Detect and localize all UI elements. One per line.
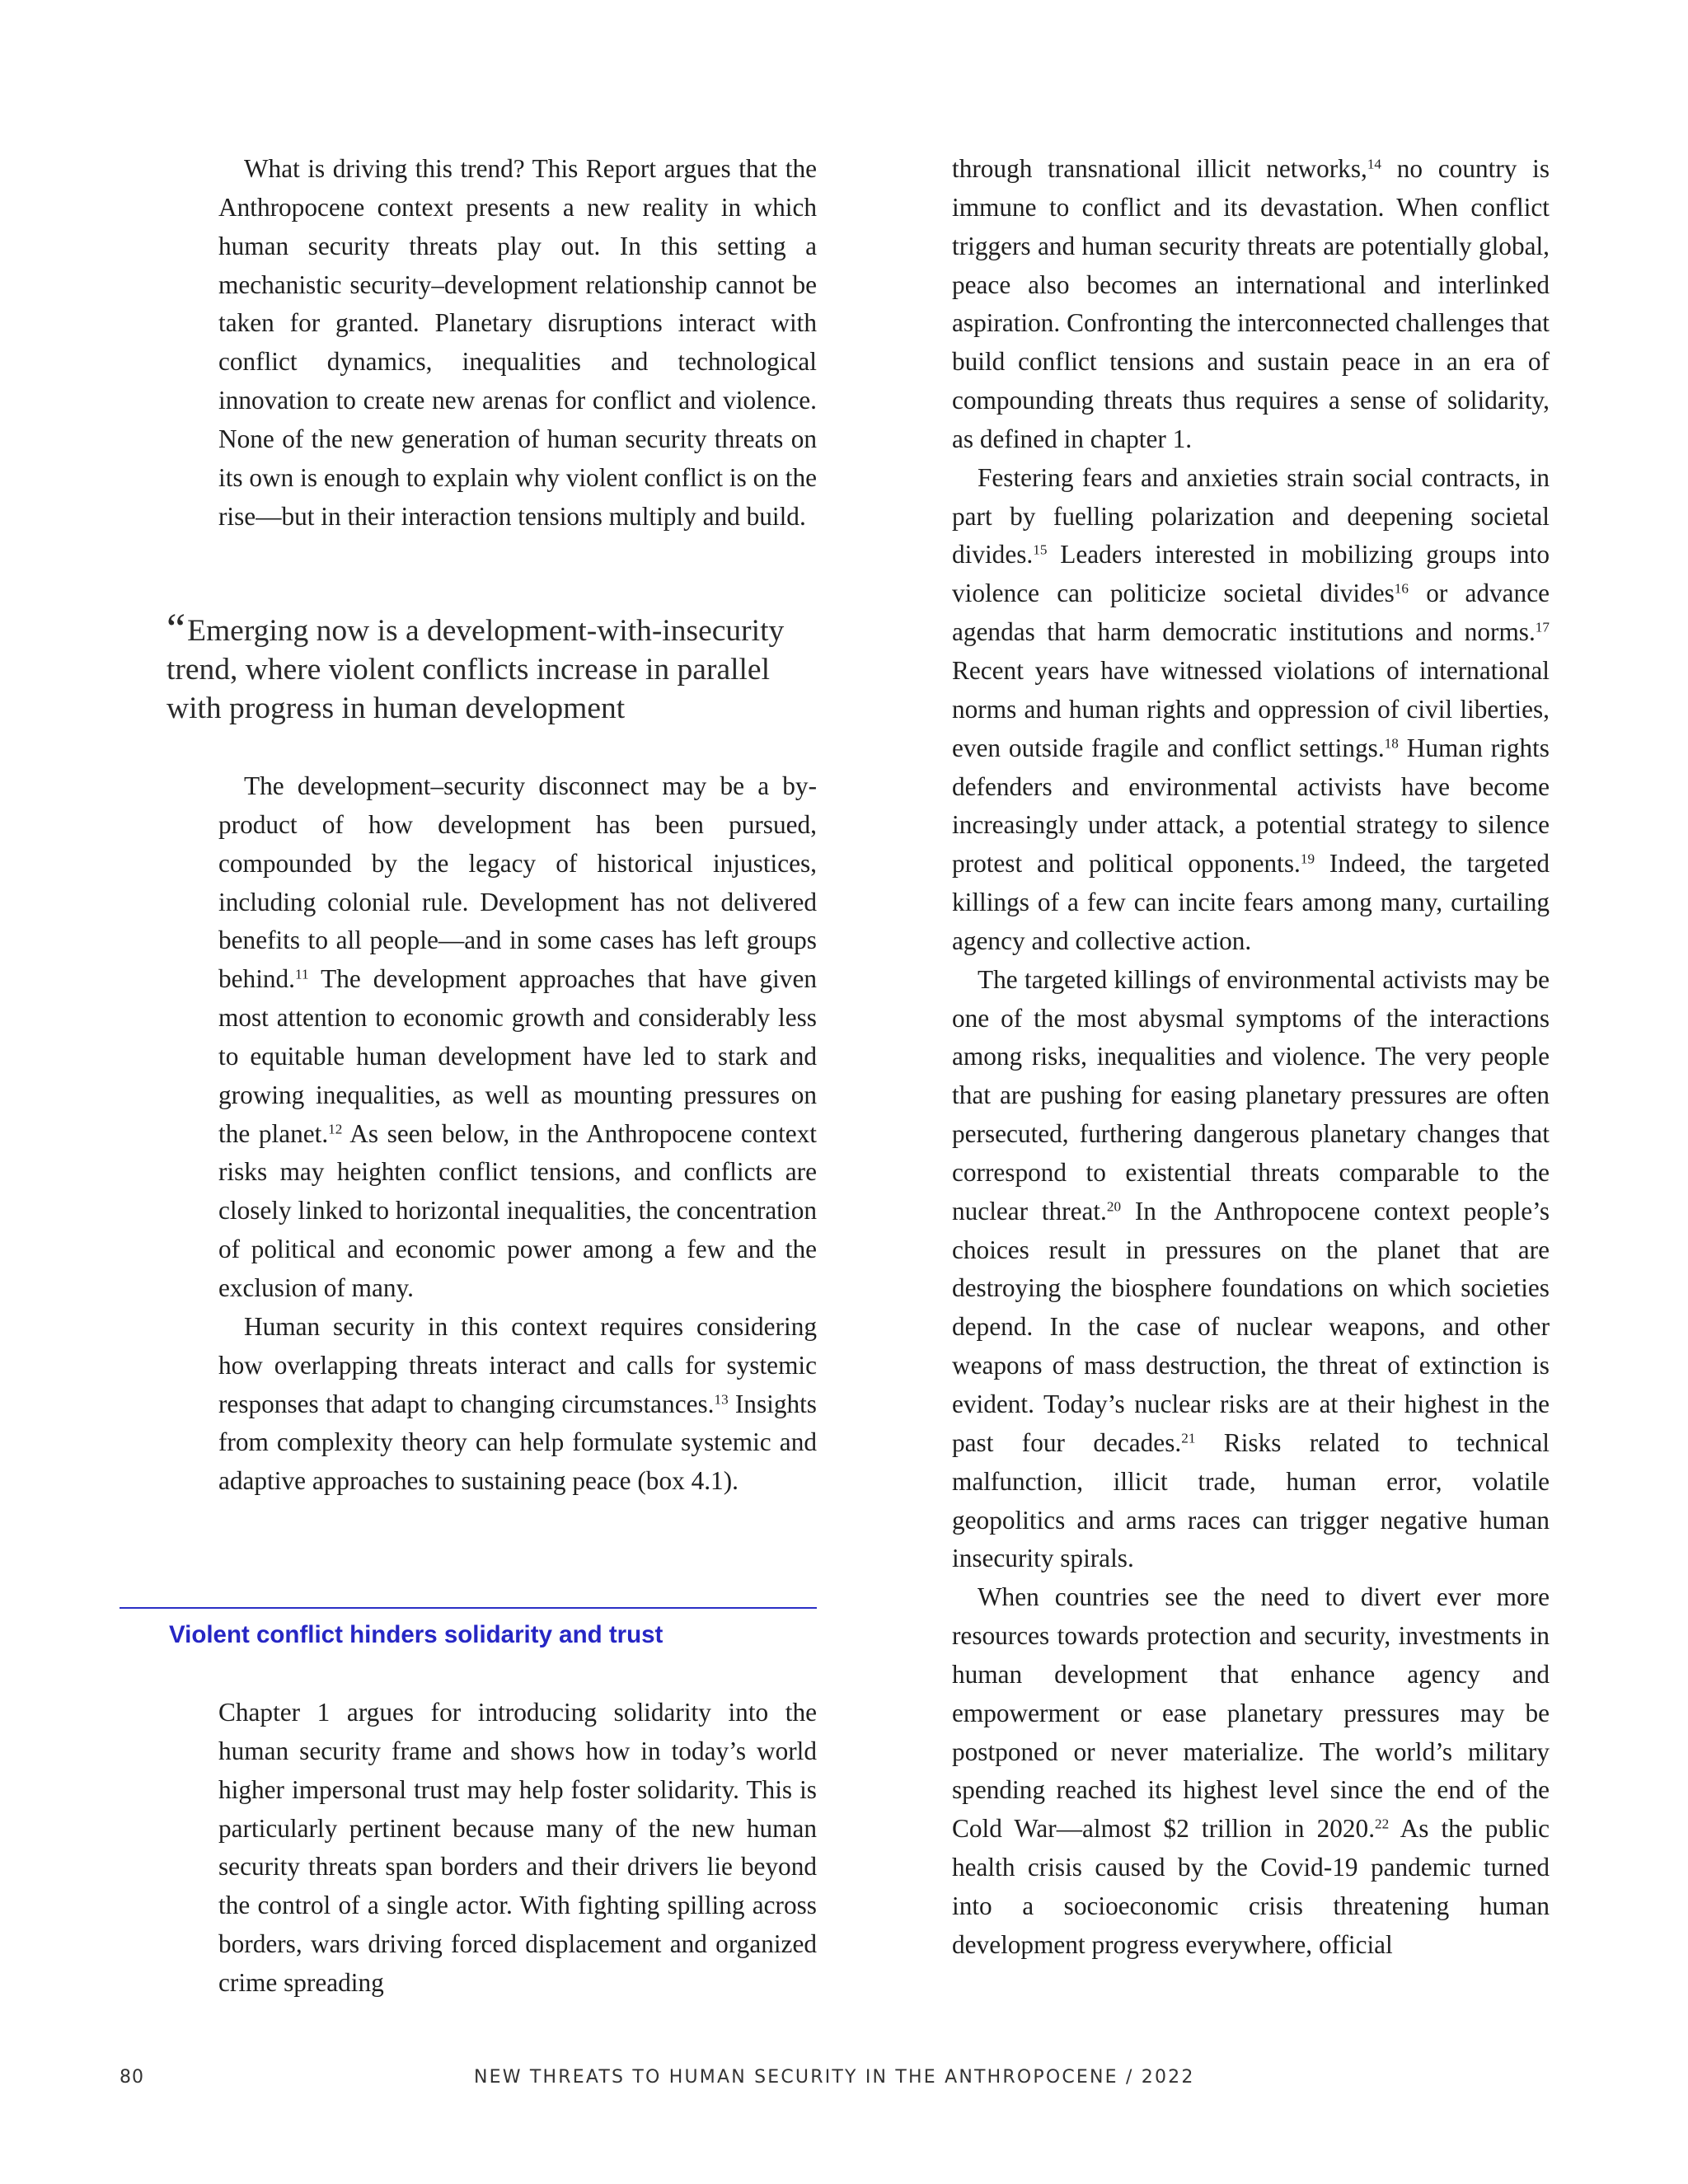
pull-quote xyxy=(166,605,826,728)
pull-quote-text: Emerging now is a development-with-insecurity trend, where violent conflicts increase in parallel with progress in human development xyxy=(166,614,785,725)
paragraph: The targeted killings of environmental activists may be one of the most abysmal symptoms of the interactions among risks, inequalities and violence. The very people that are pushing for easing planetary pressures are often persecuted, furthering dangerous planetary changes that correspond to existential threats comparable to the nuclear threat.$^{20}$ In the Anthropocene context people’s choices result in pressures on the planet that are destroying the biosphere foundations on which societies depend. In the case of nuclear weapons, and other weapons of mass destruction, the threat of extinction is evident. Today’s nuclear risks are at their highest in the past four decades.$^{21}$ Risks related to technical malfunction, illicit trade, human error, volatile geopolitics and arms races can trigger negative human insecurity spirals. xyxy=(952,964,1550,1573)
footnote-ref: 15 xyxy=(1033,542,1048,559)
footnote-ref: 22 xyxy=(1375,1816,1390,1832)
quote-mark-icon: “ xyxy=(166,605,186,653)
left-column-bottom xyxy=(218,1694,817,2003)
footnote-ref: 14 xyxy=(1367,156,1382,172)
paragraph: When countries see the need to divert ever more resources towards protection and security, investments in human development that enhance agency and empowerment or ease planetary pressures may be postponed or never materialize. The world’s military spending reached its highest level since the end of the Cold War—almost $2 trillion in 2020.22 As the public health crisis caused by the Covid-19 pandemic turned into a socioeconomic crisis threatening human development progress everywhere, official xyxy=(952,1582,1550,1959)
left-column-middle xyxy=(218,767,817,1501)
footnote-ref: 20 xyxy=(1106,1198,1122,1215)
footnote-ref: 11 xyxy=(295,966,309,982)
footnote-ref: 18 xyxy=(1384,735,1399,752)
paragraph: Chapter 1 argues for introducing solidarity into the human security frame and shows how in today’s world higher impersonal trust may help foster solidarity. This is particularly pertinent because many of the new human security threats span borders and their drivers lie beyond the control of a single actor. With fighting spilling across borders, wars driving forced displacement and organized crime spreading xyxy=(218,1698,817,1997)
paragraph: Human security in this context requires considering how overlapping threats interact and calls for systemic responses that adapt to changing circumstances.$^{13}$ Insights from complexity theory can help formulate systemic and adaptive approaches to sustaining peace (box 4.1). xyxy=(218,1311,817,1496)
footnote-ref: 16 xyxy=(1394,580,1409,597)
footnote-ref: 12 xyxy=(328,1121,343,1137)
footnote-ref: 21 xyxy=(1181,1430,1196,1446)
paragraph: Festering fears and anxieties strain social contracts, in part by fuelling polarization and deepening societal divides.$^{15}$ Leaders interested in mobilizing groups into violence can politicize societal divides$^{16}$ or advance agendas that harm democratic institutions and norms.$^{17}$ Recent years have witnessed violations of international norms and human rights and oppression of civil liberties, even outside fragile and conflict settings.$^{18}$ Human rights defenders and environmental activists have become increasingly under attack, a potential strategy to silence protest and political opponents.$^{19}$ Indeed, the targeted killings of a few can incite fears among many, curtailing agency and collective action. xyxy=(952,462,1550,955)
page-number: 80 xyxy=(120,2067,144,2088)
footnote-ref: 13 xyxy=(714,1391,729,1408)
right-column xyxy=(952,150,1550,1965)
paragraph: through transnational illicit networks,$^{14}$ no country is immune to conflict and its devastation. When conflict triggers and human security threats are potentially global, peace also becomes an international and interlinked aspiration. Confronting the interconnected challenges that build conflict tensions and sustain peace in an era of compounding threats thus requires a sense of solidarity, as defined in chapter 1. xyxy=(952,154,1550,453)
footnote-ref: 19 xyxy=(1300,851,1315,867)
running-footer-title: NEW THREATS TO HUMAN SECURITY IN THE ANTHROPOCENE / 2022 xyxy=(474,2067,1195,2088)
section-divider xyxy=(120,1607,817,1609)
left-column-top xyxy=(218,150,817,536)
paragraph: The development–security disconnect may be a by-product of how development has been pursued, compounded by the legacy of historical injustices, including colonial rule. Development has not delivered benefits to all people—and in some cases has left groups behind.$^{11}$ The development approaches that have given most attention to economic growth and considerably less to equitable human development have led to stark and growing inequalities, as well as mounting pressures on the planet.$^{12}$ As seen below, in the Anthropocene context risks may heighten conflict tensions, and conflicts are closely linked to horizontal inequalities, the concentration of political and economic power among a few and the exclusion of many. xyxy=(218,771,817,1302)
paragraph: What is driving this trend? This Report argues that the Anthropocene context presents a new reality in which human security threats play out. In this setting a mechanistic security–development relationship cannot be taken for granted. Planetary disruptions interact with conflict dynamics, inequalities and technological innovation to create new arenas for conflict and violence. None of the new generation of human security threats on its own is enough to explain why violent conflict is on the rise—but in their interaction tensions multiply and build. xyxy=(218,154,817,531)
footnote-ref: 17 xyxy=(1535,619,1550,635)
section-heading: Violent conflict hinders solidarity and trust xyxy=(169,1621,663,1648)
